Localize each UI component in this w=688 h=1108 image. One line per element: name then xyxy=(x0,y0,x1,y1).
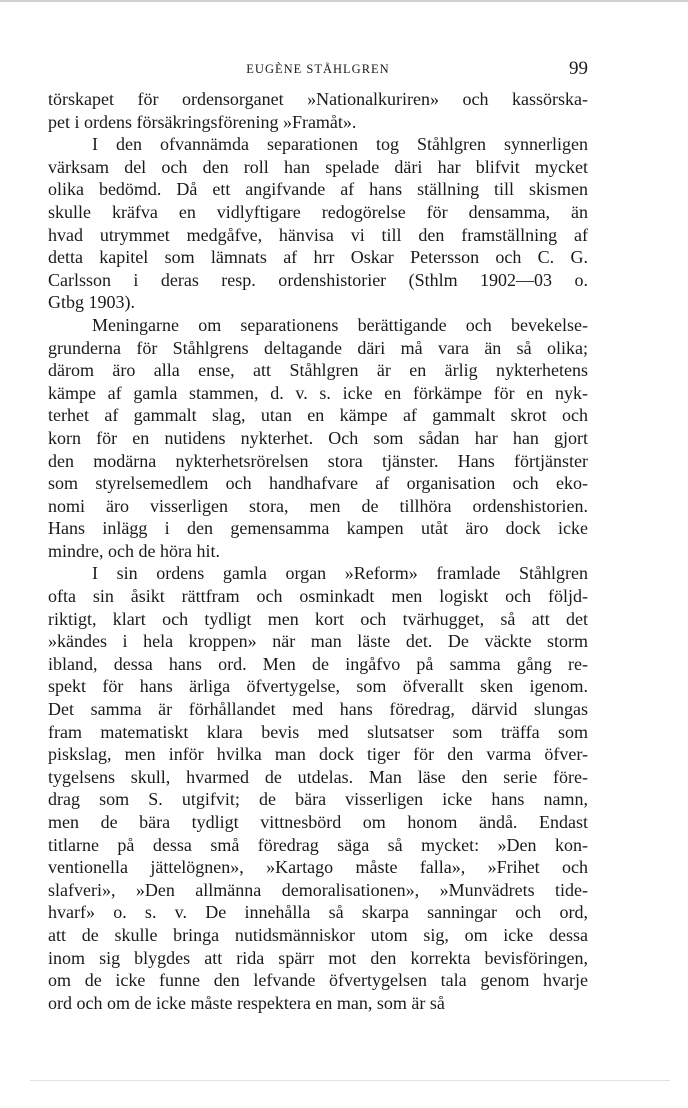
text-line: olika bedömd. Då ett angifvande af hans ställning till skismen xyxy=(48,179,588,200)
paragraph xyxy=(48,562,588,1014)
text-line: I sin ordens gamla organ »Reform» framlade Ståhlgren xyxy=(92,563,588,584)
page-body xyxy=(48,88,588,1078)
text-line: I den ofvannämda separationen tog Ståhlgren synnerligen xyxy=(92,134,588,155)
text-line: piskslag, men inför hvilka man dock tiger för den varma öfver- xyxy=(48,744,588,765)
text-line: slafveri», »Den allmänna demoralisationen», »Munvädrets tide- xyxy=(48,879,588,900)
paragraph xyxy=(48,314,588,563)
text-line: men de bära tydligt vittnesbörd om honom ändå. Endast xyxy=(48,812,588,832)
running-head: EUGÈNE STÅHLGREN xyxy=(246,62,390,76)
text-line: Carlsson i deras resp. ordenshistorier (Sthlm 1902—03 o. xyxy=(48,269,588,290)
text-line: Det samma är förhållandet med hans föredrag, därvid slungas xyxy=(48,699,588,720)
text-line: titlarne på dessa små föredrag säga så mycket: »Den kon- xyxy=(48,834,588,855)
page-header xyxy=(48,58,588,84)
text-line: ventionella jättelögnen», »Kartago måste falla», »Frihet och xyxy=(48,857,588,878)
text-line: fram matematiskt klara bevis med slutsatser som träffa som xyxy=(48,721,588,742)
text-line: som styrelsemedlem och handhafvare af organisation och eko- xyxy=(48,473,588,494)
text-line: »kändes i hela kroppen» när man läste det. De väckte storm xyxy=(48,631,588,652)
text-line: spekt för hans ärliga öfvertygelse, som öfverallt sken igenom. xyxy=(48,676,588,697)
text-line: nomi äro visserligen stora, men de tillhöra ordenshistorien. xyxy=(48,495,588,516)
text-line: kämpe af gamla stammen, d. v. s. icke en förkämpe för en nyk- xyxy=(48,382,588,403)
page-top-edge xyxy=(0,0,688,2)
text-line: att de skulle bringa nutidsmänniskor utom sig, om icke dessa xyxy=(48,924,588,945)
text-line: ibland, dessa hans ord. Men de ingåfvo på samma gång re- xyxy=(48,653,588,674)
text-line: grunderna för Ståhlgrens deltagande däri må vara än så olika; xyxy=(48,337,588,358)
text-line: korn för en nutidens nykterhet. Och som sådan har han gjort xyxy=(48,427,588,448)
text-line: därom äro alla ense, att Ståhlgren är en ärlig nykterhetens xyxy=(48,360,588,381)
text-line: värksam del och den roll han spelade däri har blifvit mycket xyxy=(48,156,588,177)
text-line: skulle kräfva en vidlyftigare redogörelse för densamma, än xyxy=(48,201,588,222)
text-line: om de icke funne den lefvande öfvertygelsen tala genom hvarje xyxy=(48,970,588,991)
text-line: tygelsens skull, hvarmed de utdelas. Man läse den serie före- xyxy=(48,766,588,787)
text-line: den modärna nykterhetsrörelsen stora tjänster. Hans förtjänster xyxy=(48,450,588,471)
text-line: riktigt, klart och tydligt men kort och tvärhugget, så att det xyxy=(48,608,588,629)
text-line: terhet af gammalt slag, utan en kämpe af gammalt skrot och xyxy=(48,405,588,426)
text-line: Meningarne om separationens berättigande och bevekelse- xyxy=(92,314,588,335)
text-line: Hans inlägg i den gemensamma kampen utåt äro dock icke xyxy=(48,518,588,539)
text-line: inom sig blygdes att rida spärr mot den korrekta bevisföringen, xyxy=(48,947,588,968)
text-line: detta kapitel som lämnats af hrr Oskar Petersson och C. G. xyxy=(48,247,588,268)
text-line: Gtbg 1903). xyxy=(48,292,135,313)
paragraph xyxy=(48,133,588,314)
text-line: hvarf» o. s. v. De innehålla så skarpa sanningar och ord, xyxy=(48,902,588,923)
page-number: 99 xyxy=(569,58,588,79)
page-bottom-edge xyxy=(30,1080,670,1081)
text-line: hvad utrymmet medgåfve, hänvisa vi till den framställning af xyxy=(48,224,588,245)
text-line: ofta sin åsikt rättfram och osminkadt men logiskt och följd- xyxy=(48,586,588,607)
text-line: törskapet för ordensorganet »Nationalkuriren» och kassörska- xyxy=(48,89,588,109)
text-line: ord och om de icke måste respektera en man, som är så xyxy=(48,992,445,1013)
text-line: pet i ordens försäkringsförening »Framåt». xyxy=(48,111,357,132)
paragraph xyxy=(48,88,588,133)
text-line: drag som S. utgifvit; de bära visserligen icke hans namn, xyxy=(48,789,588,810)
text-line: mindre, och de höra hit. xyxy=(48,540,220,561)
